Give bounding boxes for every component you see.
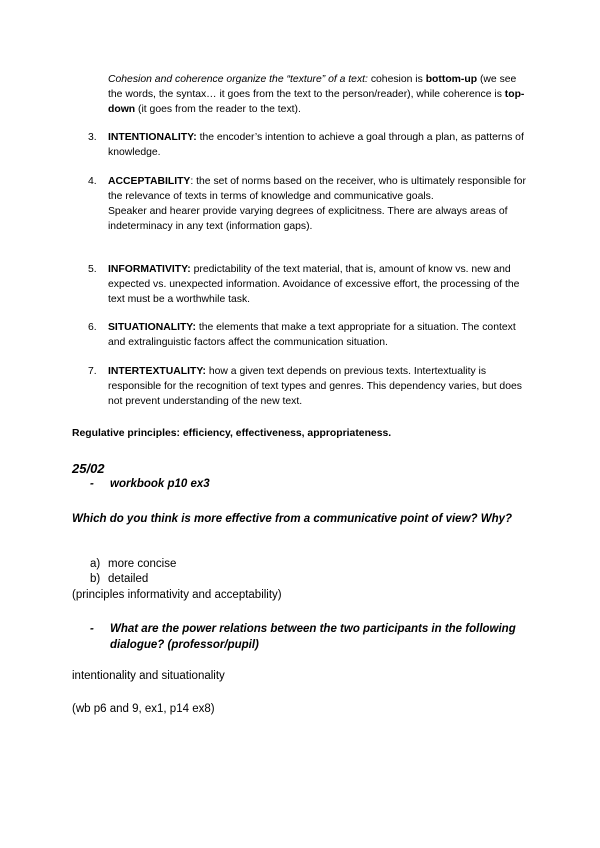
item-term: INFORMATIVITY:: [108, 264, 191, 275]
answer-text: intentionality and situationality: [72, 670, 225, 682]
answer-options: [90, 557, 176, 587]
item-text: predictability of the text material, that is, amount of know vs. new and expected vs. unexpected information. Avoidance of excessive effort, the processing of the text must be a worthwhile task.: [108, 264, 520, 305]
item-text: how a given text depends on previous texts. Intertextuality is responsible for the recognition of text types and genres. This dependency varies, but does not prevent understanding of the new text.: [108, 366, 522, 407]
regulative-principles: Regulative principles: efficiency, effectiveness, appropriateness.: [72, 428, 392, 439]
option-text: more concise: [108, 558, 177, 570]
option-b: [90, 572, 176, 587]
list-item-intertextuality: [88, 364, 528, 409]
intro-text-3: (it goes from the reader to the text).: [135, 104, 301, 115]
bullet-text: workbook p10 ex3: [110, 478, 210, 490]
item-term: SITUATIONALITY:: [108, 322, 196, 333]
option-text: detailed: [108, 573, 149, 585]
bullet-dash: -: [90, 623, 94, 635]
date-heading: 25/02: [72, 461, 105, 476]
principles-note: (principles informativity and acceptability): [72, 589, 282, 601]
list-item-acceptability: [88, 174, 528, 234]
item-extra-text: Speaker and hearer provide varying degrees of explicitness. There are always areas of indeterminacy in any text (information gaps).: [108, 206, 508, 232]
cohesion-coherence-paragraph: [108, 72, 528, 117]
intro-bold-2: top-down: [108, 89, 525, 115]
workbook-reference: (wb p6 and 9, ex1, p14 ex8): [72, 703, 215, 715]
list-item-intentionality: [88, 130, 528, 160]
list-number: 6.: [88, 322, 97, 333]
list-number: 7.: [88, 366, 97, 377]
option-label: b): [90, 573, 101, 585]
list-number: 3.: [88, 132, 97, 143]
intro-text-2: (we see the words, the syntax… it goes from the text to the person/reader), while coherence is: [108, 74, 517, 100]
bullet-workbook: [90, 476, 210, 492]
bullet-dash: -: [90, 478, 94, 490]
list-number: 4.: [88, 176, 97, 187]
item-text: the encoder’s intention to achieve a goal through a plan, as patterns of knowledge.: [108, 132, 524, 158]
option-label: a): [90, 558, 101, 570]
item-term: INTERTEXTUALITY:: [108, 366, 206, 377]
option-a: [90, 557, 176, 572]
item-term: INTENTIONALITY:: [108, 132, 197, 143]
list-item-situationality: [88, 320, 528, 350]
intro-italic: Cohesion and coherence organize the “texture” of a text:: [108, 74, 368, 85]
question-effectiveness: Which do you think is more effective from a communicative point of view? Why?: [72, 513, 513, 525]
item-text: the elements that make a text appropriate for a situation. The context and extralinguistic factors affect the communication situation.: [108, 322, 516, 348]
item-term: ACCEPTABILITY: [108, 176, 191, 187]
item-text: : the set of norms based on the receiver, who is ultimately responsible for the relevance of texts in terms of knowledge and communicative goals.: [108, 176, 526, 202]
bullet-power-relations: [90, 621, 520, 653]
intro-text-1: cohesion is: [367, 74, 426, 85]
bullet-text: What are the power relations between the two participants in the following dialogue? (professor/pupil): [110, 623, 516, 651]
intro-bold-1: bottom-up: [425, 74, 478, 85]
list-number: 5.: [88, 264, 97, 275]
list-item-informativity: [88, 262, 528, 307]
